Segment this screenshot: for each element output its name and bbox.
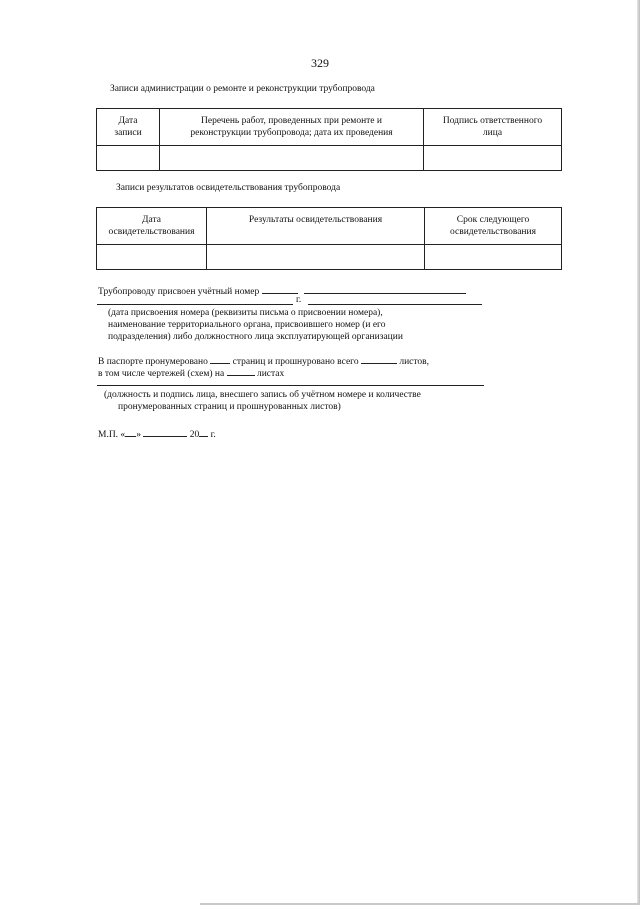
stamp-date-line [98, 427, 216, 441]
day-field[interactable] [125, 427, 136, 437]
column-header-date [97, 208, 207, 245]
pages-label: страниц и прошнуровано всего [232, 357, 359, 367]
header-line: реконструкции трубопровода; дата их проведения [190, 128, 393, 138]
header-line: Дата [118, 116, 138, 126]
table-cell[interactable] [424, 146, 562, 171]
registration-label: Трубопроводу присвоен учётный номер [98, 287, 260, 297]
header-line: Подпись ответственного [442, 116, 543, 126]
drawings-label: листах [256, 369, 285, 379]
table-header-row [97, 208, 562, 245]
column-header-next-date [425, 208, 562, 245]
year-suffix: г. [296, 295, 302, 305]
header-line: Перечень работ, проведенных при ремонте и [201, 116, 382, 126]
quote-close: » [136, 430, 141, 440]
table-cell[interactable] [425, 245, 562, 270]
year-field[interactable] [199, 427, 208, 437]
registration-number-field[interactable] [262, 284, 298, 294]
repairs-table [96, 108, 562, 171]
registration-number-field-cont[interactable] [304, 284, 466, 294]
header-line: Дата [142, 215, 161, 225]
column-header-results [207, 208, 425, 245]
registration-date-field[interactable] [97, 304, 293, 305]
column-header-date [97, 109, 160, 146]
stamp-label: М.П. « [98, 430, 126, 440]
sheets-laced-field[interactable] [361, 354, 397, 364]
table-cell[interactable] [207, 245, 425, 270]
pages-label: В паспорте пронумеровано [98, 357, 208, 367]
table-cell[interactable] [160, 146, 424, 171]
table-cell[interactable] [97, 146, 160, 171]
pages-numbered-field[interactable] [210, 354, 230, 364]
drawings-line [98, 366, 284, 380]
inspection-table [96, 207, 562, 270]
column-header-works [160, 109, 424, 146]
signature-note-line: пронумерованных страниц и прошнурованных листов) [118, 402, 341, 412]
header-line: Результаты освидетельствования [248, 215, 383, 225]
month-field[interactable] [143, 427, 187, 437]
year-prefix: 20 [189, 430, 200, 440]
signature-note-line: (должность и подпись лица, внесшего запись об учётном номере и количестве [104, 390, 421, 400]
registration-note-line: наименование территориального органа, присвоившего номер (и его [108, 320, 386, 330]
registration-note-line: (дата присвоения номера (реквизиты письма о присвоении номера), [108, 308, 383, 318]
page-number: 329 [311, 56, 329, 70]
registration-note-line: подразделения) либо должностного лица эксплуатирующей организации [108, 332, 403, 342]
header-line: освидетельствования [450, 227, 536, 237]
registration-line [98, 284, 466, 298]
header-line: лица [482, 128, 503, 138]
table-row [97, 245, 562, 270]
year-suffix-label: г. [210, 430, 216, 440]
drawings-label: в том числе чертежей (схем) на [98, 369, 225, 379]
header-line: записи [114, 128, 142, 138]
table-row [97, 146, 562, 171]
header-line: освидетельствования [108, 227, 195, 237]
pages-label: листов, [399, 357, 430, 367]
inspection-heading: Записи результатов освидетельствования трубопровода [116, 183, 341, 193]
table-cell[interactable] [97, 245, 207, 270]
column-header-signature [424, 109, 562, 146]
registration-org-field[interactable] [308, 304, 482, 305]
header-line: Срок следующего [456, 215, 530, 225]
signature-field[interactable] [97, 385, 484, 386]
drawings-sheets-field[interactable] [227, 366, 255, 376]
repairs-heading: Записи администрации о ремонте и реконструкции трубопровода [110, 84, 375, 94]
table-header-row [97, 109, 562, 146]
